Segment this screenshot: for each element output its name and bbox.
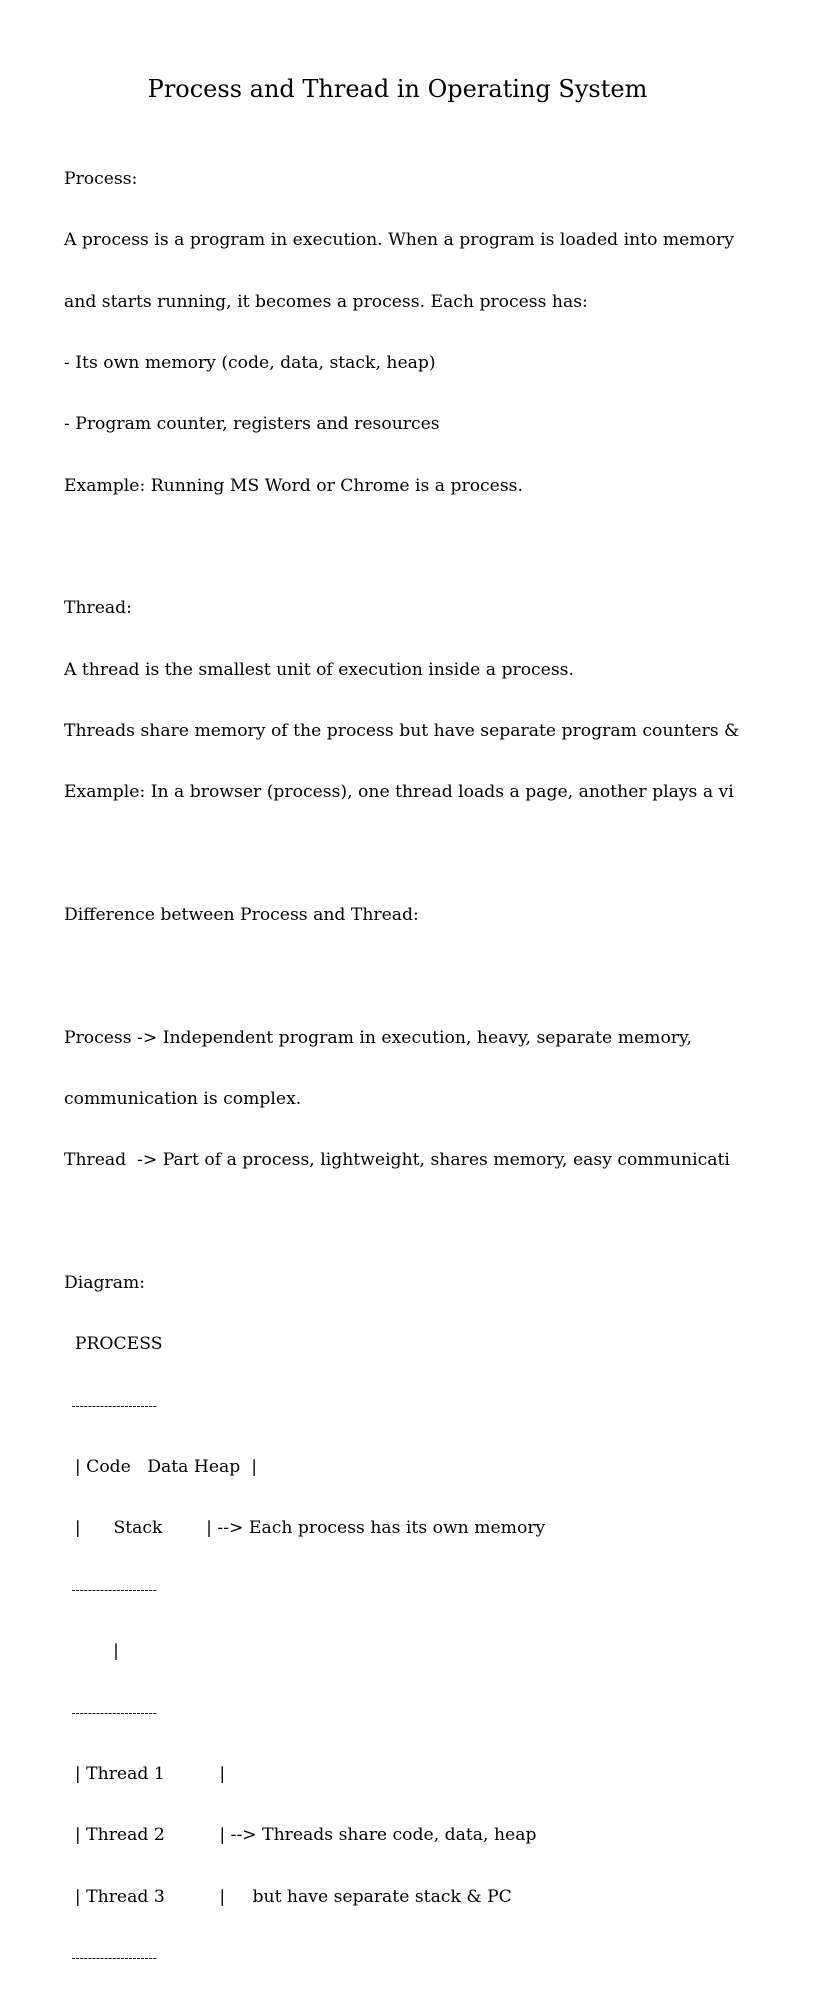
bullet-line: - Its own memory (code, data, stack, heap) [64, 352, 436, 373]
paragraph-line: A process is a program in execution. When a program is loaded into memory [64, 230, 734, 251]
paragraph-line: Example: Running MS Word or Chrome is a process. [64, 475, 523, 496]
section-heading-process: Process: [64, 168, 138, 189]
paragraph-line: and starts running, it becomes a process. Each process has: [64, 291, 588, 312]
document-title: Process and Thread in Operating System [147, 75, 648, 103]
diagram-line: --------------------- [64, 1398, 157, 1413]
paragraph-line: Process -> Independent program in execution, heavy, separate memory, [64, 1027, 692, 1048]
paragraph-line: A thread is the smallest unit of execution inside a process. [64, 659, 574, 680]
section-heading-thread: Thread: [64, 598, 132, 619]
section-heading-difference: Difference between Process and Thread: [64, 905, 419, 926]
blank-line [64, 1212, 824, 1232]
document-body [64, 128, 824, 2009]
paragraph-line: Threads share memory of the process but have separate program counters & [64, 721, 740, 741]
diagram-line: | Thread 3 | but have separate stack & PC [64, 1886, 512, 1907]
diagram-line: | Stack | --> Each process has its own memory [64, 1518, 546, 1539]
blank-line [64, 966, 824, 986]
diagram-line: PROCESS [64, 1334, 163, 1355]
diagram-line: | Thread 2 | --> Threads share code, data, heap [64, 1825, 537, 1846]
bullet-line: - Program counter, registers and resources [64, 414, 440, 435]
paragraph-line: Thread -> Part of a process, lightweight, shares memory, easy communicati [64, 1150, 730, 1171]
diagram-line: --------------------- [64, 1705, 157, 1720]
diagram-line: --------------------- [64, 1582, 157, 1597]
blank-line [64, 844, 824, 864]
diagram-line: | Thread 1 | [64, 1763, 226, 1784]
diagram-line: | [64, 1641, 119, 1662]
paragraph-line: Example: In a browser (process), one thread loads a page, another plays a vi [64, 782, 734, 803]
section-heading-diagram: Diagram: [64, 1273, 146, 1294]
paragraph-line: communication is complex. [64, 1089, 302, 1110]
blank-line [64, 537, 824, 557]
diagram-line: | Code Data Heap | [64, 1457, 258, 1478]
diagram-line: --------------------- [64, 1950, 157, 1965]
